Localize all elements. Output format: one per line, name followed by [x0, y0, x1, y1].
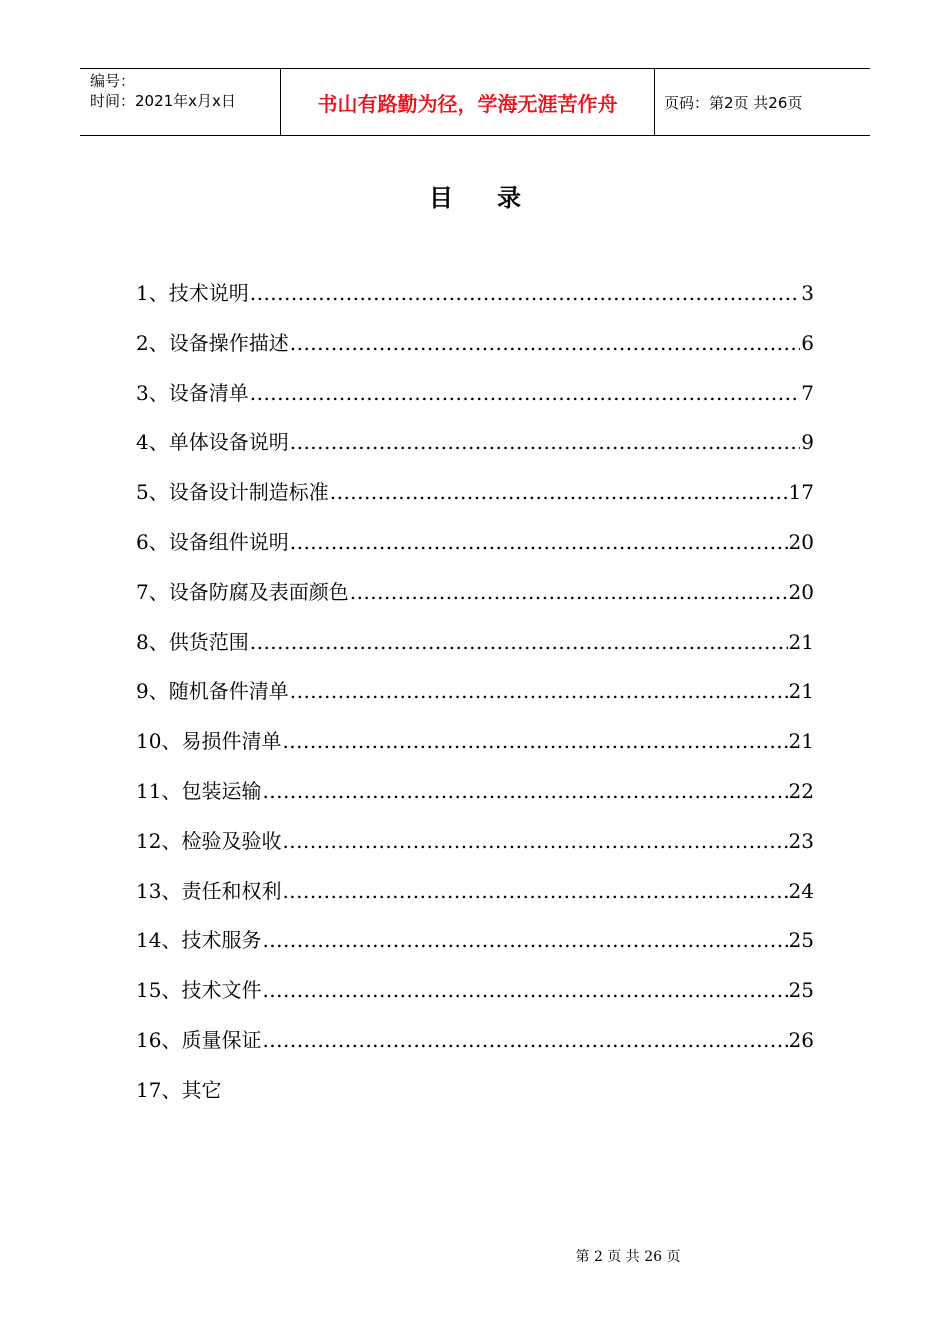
toc-entry-page-number: 25	[788, 928, 814, 953]
toc-entry-label: 8、供货范围	[136, 629, 249, 654]
header-page-info: 页码：第2页 共26页	[664, 93, 803, 112]
toc-entry-page-number: 9	[801, 430, 814, 455]
toc-entry[interactable]	[136, 278, 814, 328]
toc-dot-leader	[262, 975, 787, 1005]
toc-entry[interactable]	[136, 378, 814, 428]
toc-dot-leader	[262, 1025, 787, 1055]
toc-entry[interactable]	[136, 527, 814, 577]
toc-entry-label: 2、设备操作描述	[136, 330, 289, 355]
toc-entry-label: 9、随机备件清单	[136, 679, 289, 704]
toc-dot-leader	[282, 826, 787, 856]
toc-entry-label: 14、技术服务	[136, 928, 262, 953]
header-divider	[654, 69, 655, 135]
toc-entry-page-number: 22	[788, 778, 814, 803]
toc-entry-page-number: 7	[801, 380, 814, 405]
page-title-part: 目	[429, 184, 453, 212]
toc-dot-leader	[262, 925, 787, 955]
toc-entry-page-number: 25	[788, 978, 814, 1003]
toc-dot-leader	[250, 278, 801, 308]
toc-entry[interactable]	[136, 776, 814, 826]
toc-entry[interactable]	[136, 1025, 814, 1075]
toc-entry-page-number: 6	[801, 330, 814, 355]
toc-entry[interactable]	[136, 975, 814, 1025]
toc-dot-leader	[290, 527, 788, 557]
toc-entry[interactable]	[136, 826, 814, 876]
toc-entry-label: 6、设备组件说明	[136, 529, 289, 554]
page-title	[0, 178, 950, 213]
header-meta	[80, 69, 280, 135]
toc-entry-page-number: 20	[788, 579, 814, 604]
toc-entry-page-number: 26	[788, 1027, 814, 1052]
toc-entry-label: 11、包装运输	[136, 778, 262, 803]
toc-entry[interactable]	[136, 1075, 814, 1125]
toc-entry-page-number: 21	[788, 629, 814, 654]
toc-dot-leader	[290, 427, 801, 457]
document-number-label: 编号：	[90, 72, 136, 90]
toc-entry-page-number: 20	[788, 529, 814, 554]
page-header	[80, 68, 870, 136]
toc-entry-page-number: 21	[788, 729, 814, 754]
toc-entry-label: 16、质量保证	[136, 1027, 262, 1052]
toc-entry[interactable]	[136, 876, 814, 926]
toc-entry[interactable]	[136, 477, 814, 527]
toc-entry[interactable]	[136, 925, 814, 975]
toc-entry-page-number: 21	[788, 679, 814, 704]
toc-entry-label: 17、其它	[136, 1077, 222, 1102]
toc-entry[interactable]	[136, 627, 814, 677]
toc-entry-label: 10、易损件清单	[136, 729, 282, 754]
toc-entry-label: 7、设备防腐及表面颜色	[136, 579, 349, 604]
document-time-label: 时间：2021年x月x日	[90, 92, 236, 110]
toc-entry-label: 1、技术说明	[136, 281, 249, 305]
toc-entry-label: 12、检验及验收	[136, 828, 282, 853]
toc-dot-leader	[290, 676, 788, 706]
page-title-part: 录	[497, 184, 521, 212]
toc-entry[interactable]	[136, 577, 814, 627]
toc-entry-page-number: 23	[788, 828, 814, 853]
toc-entry[interactable]	[136, 427, 814, 477]
toc-dot-leader	[290, 328, 801, 358]
toc-entry[interactable]	[136, 676, 814, 726]
toc-dot-leader	[330, 477, 788, 507]
toc-dot-leader	[350, 577, 788, 607]
toc-dot-leader	[282, 876, 787, 906]
toc-entry-page-number: 17	[788, 480, 814, 505]
header-motto: 书山有路勤为径，学海无涯苦作舟	[317, 91, 618, 116]
toc-dot-leader	[262, 776, 787, 806]
page-footer: 第 2 页 共 26 页	[575, 1249, 681, 1265]
toc-dot-leader	[282, 726, 787, 756]
toc-dot-leader	[250, 378, 801, 408]
toc-entry[interactable]	[136, 328, 814, 378]
toc-entry-label: 4、单体设备说明	[136, 430, 289, 455]
toc-dot-leader	[250, 627, 788, 657]
toc-entry-page-number: 3	[801, 281, 814, 305]
toc-entry-label: 15、技术文件	[136, 978, 262, 1003]
toc-entry[interactable]	[136, 726, 814, 776]
toc-entry-label: 3、设备清单	[136, 380, 249, 405]
toc-entry-label: 13、责任和权利	[136, 878, 282, 903]
table-of-contents	[136, 278, 814, 1125]
toc-entry-page-number: 24	[788, 878, 814, 903]
toc-entry-label: 5、设备设计制造标准	[136, 480, 329, 505]
